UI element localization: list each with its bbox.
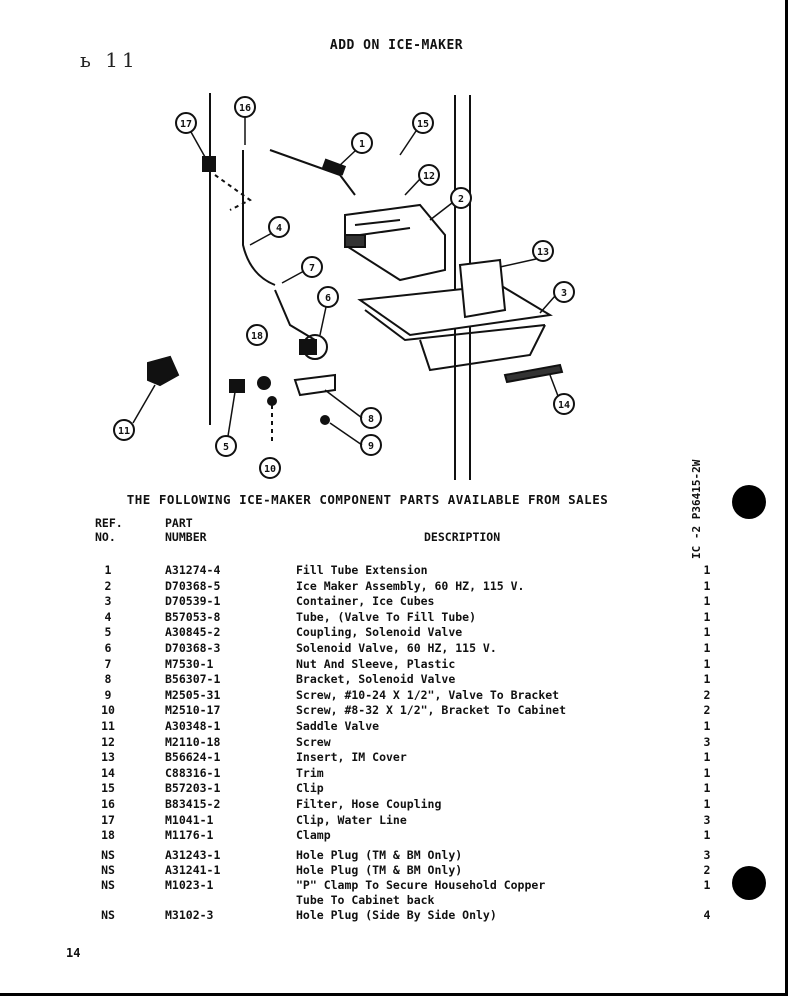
ref-cell: NS	[101, 848, 115, 862]
callout-17: 17	[179, 119, 193, 130]
part-number-cell: A31274-4	[165, 563, 221, 577]
callout-5: 5	[222, 442, 230, 453]
callout-13: 13	[536, 247, 550, 258]
page-number: 14	[66, 946, 81, 960]
ref-cell: 16	[101, 797, 115, 811]
description-cell: Saddle Valve	[296, 719, 380, 733]
ref-cell: 17	[101, 812, 115, 827]
quantity-cell: 3	[703, 812, 711, 827]
callout-6: 6	[324, 293, 332, 304]
quantity-cell: 1	[703, 797, 711, 811]
ref-cell: NS	[101, 908, 115, 922]
quantity-cell: 1	[703, 750, 711, 765]
page-title: ADD ON ICE-MAKER	[329, 38, 464, 53]
callout-8: 8	[367, 414, 375, 425]
ref-cell: 12	[101, 734, 115, 749]
quantity-cell: 1	[703, 563, 711, 577]
table-caption: THE FOLLOWING ICE-MAKER COMPONENT PARTS AVAILABLE FROM SALES	[126, 492, 609, 507]
description-cell: Screw, #8-32 X 1/2", Bracket To Cabinet	[296, 703, 567, 718]
header-part: PART NUMBER	[165, 516, 207, 544]
part-number-cell: M1023-1	[165, 878, 214, 892]
part-number-cell: B57203-1	[165, 781, 221, 796]
quantity-cell: 2	[703, 863, 711, 877]
description-cell: Hole Plug (Side By Side Only)	[296, 908, 497, 922]
header-description: DESCRIPTION	[424, 530, 501, 544]
ref-cell: 5	[104, 625, 112, 640]
punch-hole-upper	[732, 485, 766, 519]
quantity-cell: 2	[703, 687, 711, 702]
callout-16: 16	[238, 103, 252, 114]
quantity-cell: 1	[703, 625, 711, 640]
quantity-cell: 1	[703, 672, 711, 687]
part-number-cell: M1176-1	[165, 828, 214, 843]
description-cell: Screw, #10-24 X 1/2", Valve To Bracket	[296, 687, 560, 702]
part-number-cell: B57053-8	[165, 609, 221, 624]
quantity-cell: 1	[703, 765, 711, 780]
description-cell: Hole Plug (TM & BM Only)	[296, 848, 463, 862]
side-code-text: IC -2 P36415-2W	[690, 459, 703, 559]
ref-cell: 4	[104, 609, 112, 624]
quantity-cell: 1	[703, 609, 711, 624]
part-number-cell: M2510-17	[165, 703, 221, 718]
callout-14: 14	[557, 400, 571, 411]
callout-10: 10	[263, 464, 277, 475]
part-number-cell: D70539-1	[165, 594, 221, 609]
part-number-cell: M2110-18	[165, 734, 221, 749]
part-number-cell: M2505-31	[165, 687, 221, 702]
ref-cell: 8	[104, 672, 112, 687]
quantity-cell: 1	[703, 781, 711, 796]
description-cell: Solenoid Valve, 60 HZ, 115 V.	[296, 641, 497, 655]
part-number-cell: M3102-3	[165, 908, 214, 922]
description-cell: Fill Tube Extension	[296, 563, 428, 577]
quantity-cell: 3	[703, 734, 711, 749]
quantity-cell: 3	[703, 848, 711, 862]
quantity-cell: 1	[703, 578, 711, 593]
part-number-cell: A31241-1	[165, 863, 221, 877]
ref-cell: 18	[101, 828, 115, 843]
callout-4: 4	[275, 223, 283, 234]
description-cell: Tube, (Valve To Fill Tube)	[296, 609, 477, 624]
callout-15: 15	[416, 119, 430, 130]
ref-cell: 3	[104, 594, 112, 609]
callout-1: 1	[358, 139, 366, 150]
exploded-diagram	[100, 85, 620, 485]
description-cell: Tube To Cabinet back	[296, 893, 435, 907]
description-cell: Insert, IM Cover	[296, 750, 407, 765]
part-number-cell: B56307-1	[165, 672, 221, 687]
part-number-cell: A30348-1	[165, 719, 221, 733]
callout-9: 9	[367, 441, 375, 452]
quantity-cell: 1	[703, 719, 711, 733]
callout-18: 18	[250, 331, 264, 342]
quantity-cell: 1	[703, 641, 711, 655]
quantity-cell: 1	[703, 594, 711, 609]
corner-mark: ь 11	[80, 48, 139, 72]
callout-12: 12	[422, 171, 436, 182]
ref-cell: 7	[104, 656, 112, 671]
ref-cell: NS	[101, 878, 115, 892]
ref-cell: 10	[101, 703, 115, 718]
callout-3: 3	[560, 288, 568, 299]
part-number-cell: M1041-1	[165, 812, 214, 827]
description-cell: "P" Clamp To Secure Household Copper	[296, 878, 546, 892]
ref-cell: 15	[101, 781, 115, 796]
part-number-cell: B83415-2	[165, 797, 221, 811]
part-number-cell: A31243-1	[165, 848, 221, 862]
description-cell: Container, Ice Cubes	[296, 594, 435, 609]
part-number-cell: C88316-1	[165, 765, 221, 780]
quantity-cell: 1	[703, 878, 711, 892]
quantity-cell: 2	[703, 703, 711, 718]
punch-hole-lower	[732, 866, 766, 900]
part-number-cell: D70368-5	[165, 578, 221, 593]
ref-cell: 11	[101, 719, 115, 733]
description-cell: Nut And Sleeve, Plastic	[296, 656, 456, 671]
ref-cell: NS	[101, 863, 115, 877]
description-cell: Bracket, Solenoid Valve	[296, 672, 456, 687]
description-cell: Clamp	[296, 828, 331, 843]
header-ref: REF. NO.	[95, 516, 123, 544]
part-number-cell: D70368-3	[165, 641, 221, 655]
part-number-cell: A30845-2	[165, 625, 221, 640]
description-cell: Hole Plug (TM & BM Only)	[296, 863, 463, 877]
description-cell: Ice Maker Assembly, 60 HZ, 115 V.	[296, 578, 525, 593]
part-number-cell: B56624-1	[165, 750, 221, 765]
part-number-cell: M7530-1	[165, 656, 214, 671]
description-cell: Coupling, Solenoid Valve	[296, 625, 463, 640]
ref-cell: 6	[104, 641, 112, 655]
quantity-cell: 1	[703, 828, 711, 843]
description-cell: Clip, Water Line	[296, 812, 407, 827]
description-cell: Filter, Hose Coupling	[296, 797, 442, 811]
ref-cell: 14	[101, 765, 115, 780]
ref-cell: 2	[104, 578, 112, 593]
description-cell: Trim	[296, 765, 324, 780]
ref-cell: 1	[104, 563, 112, 577]
side-code	[690, 455, 720, 565]
ref-cell: 13	[101, 750, 115, 765]
description-cell: Clip	[296, 781, 324, 796]
description-cell: Screw	[296, 734, 331, 749]
callout-2: 2	[457, 194, 465, 205]
ref-cell: 9	[104, 687, 112, 702]
quantity-cell: 4	[703, 908, 711, 922]
quantity-cell: 1	[703, 656, 711, 671]
callout-7: 7	[308, 263, 316, 274]
callout-11: 11	[117, 426, 131, 437]
